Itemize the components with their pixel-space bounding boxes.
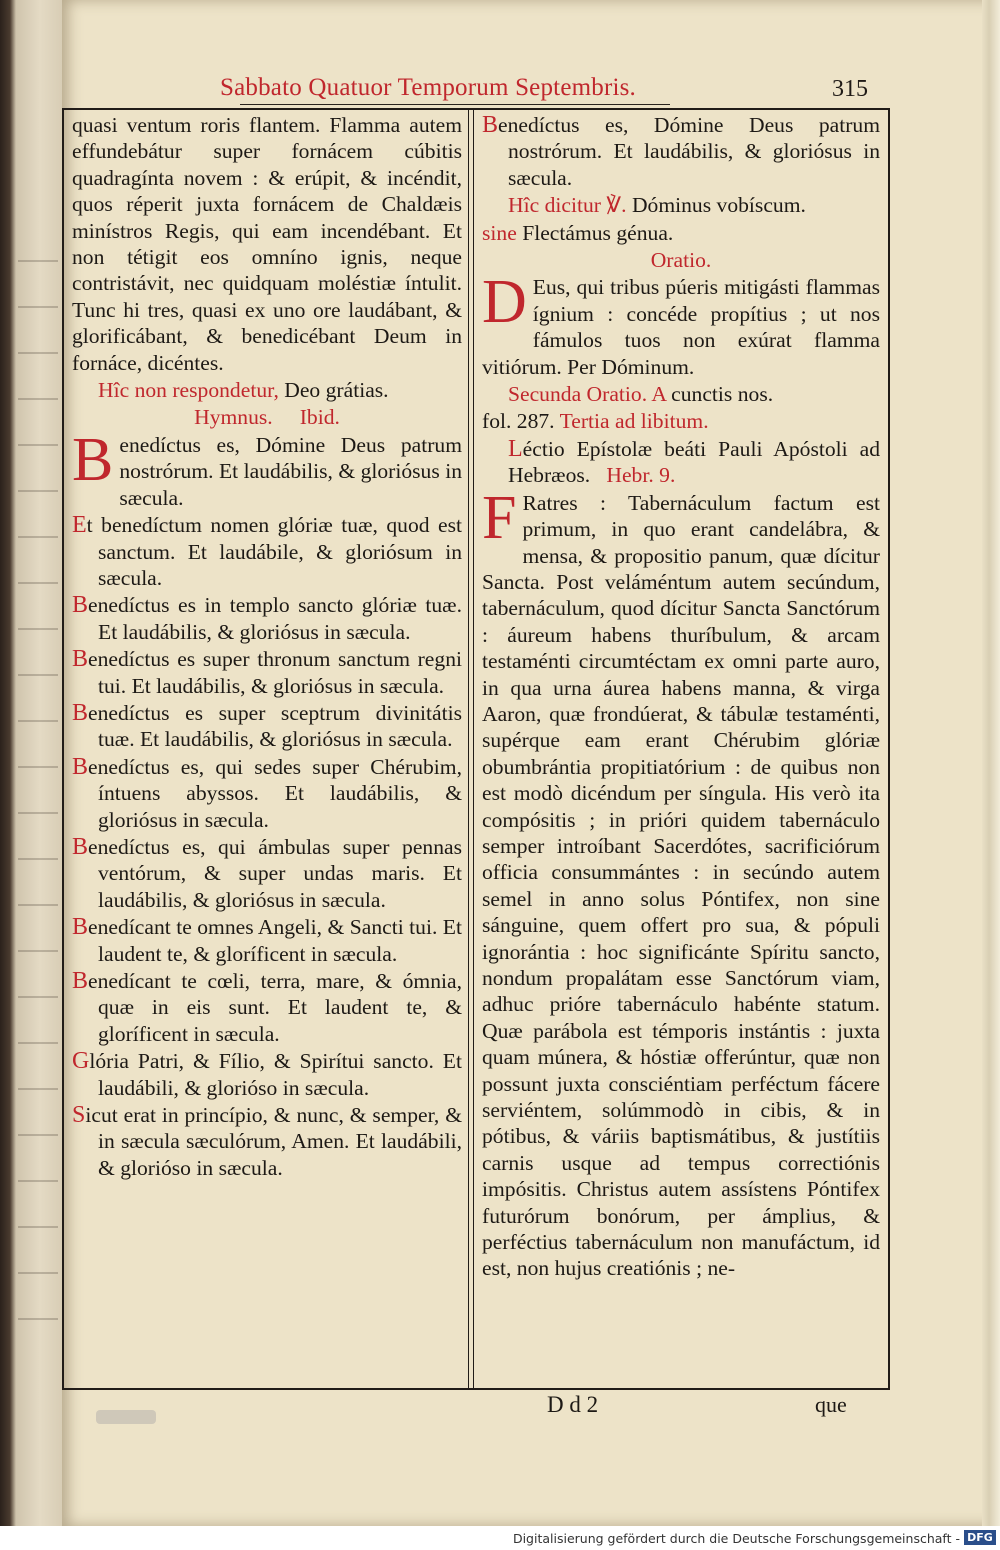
rubric-black-text: Flectámus génua. [522, 220, 674, 245]
verse-text: enedíctus es, qui sedes super Chérubim, íntuens abyssos. Et laudábilis, & gloriósus in sæcula. [88, 754, 462, 832]
folio-ref-text: fol. 287. [482, 409, 555, 434]
hymn-verse [72, 1102, 462, 1181]
epistle-body: Ratres : Tabernáculum factum est primum, in quo erant candelábra, & mensa, & propositio panum, quæ dícitur Sancta. Post veláméntum autem secúndum, tabernáculum, quod dícitur Sancta Sanctórum : áureum habens thuríbulum, & arcam testaménti circumtéctam ex omni parte auro, in qua urna áurea habens manna, & virga Aaron, quæ frondúerat, & tábulæ testaménti, supérque eam erant Chérubim glóriæ obumbrántia propitiatórium : de quibus non est modò dicéndum per síngula. His verò ita compósitis ; in prióri quidem tabernáculo semper introíbant Sacerdótes, sacrificiórum officia consummántes : in secúndo autem semel in anno solus Póntifex, non sine sánguine, quem offert pro sua, & pópuli ignorántia : hoc significánte Spíritu sancto, nondum propalátam esse Sanctórum viam, adhuc prióre tabernáculo habénte statum. Quæ parábola est témporis instántis : juxta quam múnera, & hóstiæ offerúntur, quæ non possunt juxta consciéntiam perféctum fácere serviéntem, solúmmodò in cibis, & in pótibus, & váriis baptismátibus, & justítiis carnis usque ad tempus correctiónis impósitis. Christus autem assístens Póntifex futurórum bonórum, per ámplius, & perféctius tabernáculum non manufáctum, id est, non hujus creatiónis ; ne- [482, 490, 880, 1281]
lectio-reference: Hebr. 9. [606, 463, 676, 488]
verse-text: t benedíctum nomen glóriæ tuæ, quod est sanctum. Et laudábile, & gloriósum in sæcula. [86, 513, 462, 590]
page-number: 315 [832, 76, 868, 102]
verse-initial: B [72, 833, 89, 860]
oratio-heading: Oratio. [650, 248, 712, 273]
hymn-verse [72, 700, 462, 753]
verse-text: icut erat in princípio, & nunc, & semper, & in sæcula sæculórum, Amen. Et laudábili, & glorióso in sæcula. [85, 1103, 462, 1180]
verse-text: enedíctus es, Dómine Deus patrum nostrórum. Et laudábilis, & gloriósus in sæcula. [498, 113, 880, 190]
hymn-verse [72, 592, 462, 645]
page-fore-edge [982, 0, 1000, 1526]
verse-text: enedícant te cœli, terra, mare, & ómnia, quæ in eis sunt. Et laudent te, & gloríficent in sæcula. [88, 969, 462, 1046]
verse-initial: B [72, 592, 89, 619]
verse-text: enedíctus es super thronum sanctum regni tui. Et laudábilis, & gloriósus in sæcula. [88, 647, 462, 698]
verse-initial: B [72, 968, 89, 994]
lectio-initial: L [508, 435, 523, 462]
book-spine-edge [0, 0, 70, 1550]
rubric-black-text: Deo grátias. [284, 378, 389, 403]
epistle-text [482, 483, 880, 1282]
running-head: Sabbato Quatuor Temporum Septembris. [219, 74, 637, 101]
verse-initial: G [72, 1048, 90, 1075]
adjacent-page-text-edge [18, 260, 58, 1360]
rubric-red-text: Secunda Oratio. [508, 382, 648, 407]
verse-initial: B [72, 699, 89, 726]
verse-initial: B [72, 646, 89, 673]
hymn-title: Hymnus. [194, 405, 273, 430]
verse-text: enedícant te omnes Angeli, & Sancti tui. Et laudent te, & gloríficent in sæcula. [88, 915, 462, 966]
hymn-verse [72, 1048, 462, 1101]
rubric-black-text: cunctis nos. [671, 382, 774, 407]
rubric-red-text: Hîc dicitur [508, 193, 601, 218]
hymn-verse [72, 512, 462, 591]
oratio-text [482, 268, 880, 380]
lectio-title: éctio Epístolæ beáti Pauli Apóstoli ad Hebræos. [508, 436, 880, 488]
catchword: que [815, 1392, 847, 1417]
hymn-verse [72, 425, 462, 511]
right-column [482, 112, 880, 1386]
narrative-paragraph: quasi ventum roris flantem. Flamma autem effundebátur super fornácem cúbitis quadragínta novem : & erúpit, & incéndit, quos réperit juxta fornácem de Chaldæis minístros Regis, qui eam incendébant. Et non tétigit eos omníno ignis, neque contristávit, nec quidquam moléstiæ íntulit. Tunc hi tres, quasi ex uno ore laudábant, & glorificábant, & benedicébant Deum in fornáce, dicéntes. [72, 113, 462, 375]
hymn-verse [72, 646, 462, 699]
verse-text: enedíctus es, qui ámbulas super pennas ventórum, & super undas maris. Et laudábilis, & gloriósus in sæcula. [88, 834, 462, 912]
verse-text: enedíctus es, Dómine Deus patrum nostrórum. Et laudábilis, & gloriósus in sæcula. [119, 432, 462, 510]
verse-initial: B [72, 914, 89, 941]
digitization-credit: Digitalisierung gefördert durch die Deutsche Forschungsgemeinschaft - [512, 1531, 960, 1546]
rubric-red-text: sine [482, 220, 517, 245]
lectio-heading [482, 436, 880, 489]
column-divider [468, 108, 474, 1390]
hymn-reference: Ibid. [299, 405, 340, 430]
rubric-genuflect [482, 220, 880, 246]
verse-text: lória Patri, & Fílio, & Spirítui sancto. Et laudábili, & glorióso in sæcula. [89, 1049, 462, 1100]
rubric-no-response [72, 377, 462, 403]
printer-signature: D d 2 [547, 1392, 599, 1417]
rubric-versicle [482, 192, 880, 218]
verse-initial: S [72, 1102, 86, 1129]
versicle-symbol: ℣. [606, 193, 627, 218]
hymn-verse [72, 968, 462, 1047]
drop-cap-initial: B [72, 425, 114, 494]
hymn-heading [72, 404, 462, 430]
folio-reference [482, 408, 880, 434]
verse-text: enedíctus es super sceptrum divinitátis tuæ. Et laudábilis, & gloriósus in sæcula. [88, 700, 462, 752]
verse-initial: E [72, 512, 87, 539]
rubric-black-text: Dóminus vobíscum. [631, 193, 806, 218]
hymn-verse [482, 112, 880, 191]
hymn-verse [72, 914, 462, 967]
drop-cap-initial: D [482, 268, 527, 337]
oratio-body: Eus, qui tribus púeris mitigásti flammas ígnium : concéde propítius ; ut nos fámulos tuos non exúrat flamma vitiórum. Per Dóminum. [482, 275, 880, 379]
left-column [72, 112, 462, 1386]
hymn-verse [72, 834, 462, 913]
verse-initial: B [72, 753, 89, 780]
rubric-red-initial: A [651, 382, 666, 407]
verse-initial: B [482, 112, 499, 138]
header-rule [240, 104, 670, 105]
dfg-logo-icon: DFG [964, 1530, 996, 1545]
second-oration-rubric [482, 381, 880, 407]
rubric-red-text: Tertia ad libitum. [559, 409, 709, 434]
faint-library-stamp [96, 1410, 156, 1424]
hymn-verse [72, 754, 462, 833]
drop-cap-initial: F [482, 483, 517, 552]
rubric-red-text: Hîc non respondetur, [98, 378, 279, 403]
verse-text: enedíctus es in templo sancto glóriæ tuæ. Et laudábilis, & gloriósus in sæcula. [88, 593, 462, 644]
